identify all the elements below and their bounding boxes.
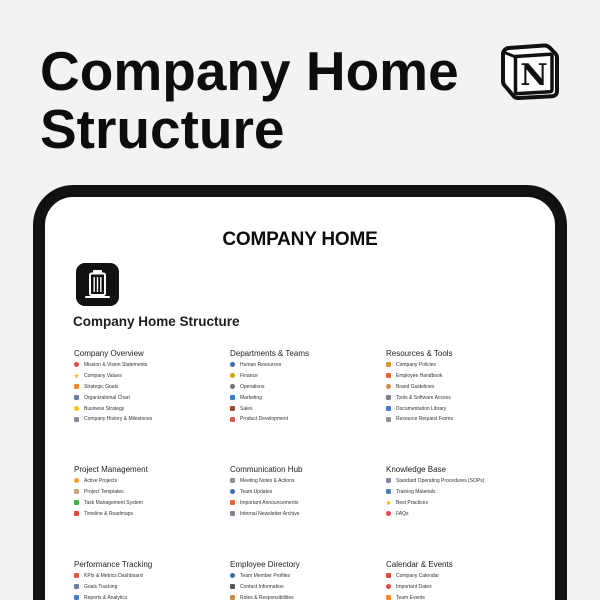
item-label: Product Development (240, 416, 289, 423)
list-item[interactable] (386, 592, 542, 600)
star-icon (74, 373, 79, 378)
newspaper-icon (230, 511, 235, 516)
target-icon (74, 362, 79, 367)
item-label: Organizational Chart (84, 394, 130, 401)
bar-chart-icon (74, 395, 79, 400)
list-item[interactable] (230, 392, 386, 403)
section-knowledge-base (386, 464, 542, 519)
section-performance-tracking (74, 559, 230, 600)
calendar-icon (74, 511, 79, 516)
section-company-overview (74, 348, 230, 425)
list-item[interactable] (230, 370, 386, 381)
hero-title-line-1: Company Home (40, 40, 459, 102)
section-calendar-events (386, 559, 542, 600)
list-item[interactable] (74, 581, 230, 592)
section-row (74, 348, 542, 425)
person-icon (230, 489, 235, 494)
list-item[interactable] (230, 381, 386, 392)
list-item[interactable] (74, 414, 230, 425)
item-label: KPIs & Metrics Dashboard (84, 572, 143, 579)
list-item[interactable] (74, 592, 230, 600)
item-label: Employee Handbook (396, 372, 443, 379)
list-item[interactable] (230, 592, 386, 600)
list-item[interactable] (74, 497, 230, 508)
page-title: Company Home Structure (73, 314, 240, 329)
list-item[interactable] (74, 360, 230, 371)
item-label: Finance (240, 372, 258, 379)
books-icon (386, 406, 391, 411)
item-label: Contact Information (240, 583, 284, 590)
check-icon (74, 500, 79, 505)
list-item[interactable] (230, 476, 386, 487)
list-item[interactable] (230, 486, 386, 497)
section-title: Project Management (74, 465, 148, 474)
item-label: Task Management System (84, 499, 143, 506)
section-title: Performance Tracking (74, 560, 153, 569)
item-label: Roles & Responsibilities (240, 594, 294, 600)
tag-icon (230, 595, 235, 600)
memo-icon (386, 417, 391, 422)
item-label: Important Dates (396, 583, 432, 590)
building-icon[interactable] (76, 263, 119, 306)
item-label: Company Calendar (396, 572, 440, 579)
item-label: Company Values (84, 372, 122, 379)
lightbulb-icon (74, 406, 79, 411)
item-label: Sales (240, 405, 253, 412)
list-item[interactable] (74, 370, 230, 381)
rocket-icon (74, 384, 79, 389)
wrench-icon (386, 395, 391, 400)
section-employee-directory (230, 559, 386, 600)
list-item[interactable] (386, 403, 542, 414)
item-label: Company History & Milestones (84, 416, 153, 423)
item-label: Mission & Vision Statements (84, 361, 148, 368)
party-icon (386, 595, 391, 600)
list-item[interactable] (74, 476, 230, 487)
bar-chart-icon (74, 595, 79, 600)
list-item[interactable] (230, 571, 386, 582)
question-icon (386, 511, 391, 516)
section-row (74, 559, 542, 600)
item-label: Timeline & Roadmaps (84, 510, 134, 517)
list-item[interactable] (74, 392, 230, 403)
megaphone-icon (230, 500, 235, 505)
item-label: Resource Request Forms (396, 416, 453, 423)
briefcase-icon (230, 406, 235, 411)
item-label: Project Templates (84, 488, 124, 495)
list-item[interactable] (74, 403, 230, 414)
book-icon (386, 489, 391, 494)
page-icon (74, 489, 79, 494)
gear-icon (230, 384, 235, 389)
item-label: Training Materials (396, 488, 436, 495)
item-label: Reports & Analytics (84, 594, 128, 600)
section-resources-tools (386, 348, 542, 425)
person-icon (230, 573, 235, 578)
page-banner-title: COMPANY HOME (222, 229, 378, 250)
list-item[interactable] (230, 403, 386, 414)
list-item[interactable] (386, 392, 542, 403)
megaphone-icon (230, 395, 235, 400)
item-label: Brand Guidelines (396, 383, 435, 390)
logo-letter: N (520, 58, 548, 93)
scroll-icon (74, 417, 79, 422)
list-item[interactable] (74, 508, 230, 519)
item-label: Strategic Goals (84, 383, 119, 390)
chart-up-icon (74, 573, 79, 578)
list-item[interactable] (386, 571, 542, 582)
list-item[interactable] (386, 476, 542, 487)
notion-logo-icon (499, 39, 561, 101)
fire-icon (74, 478, 79, 483)
section-communication-hub (230, 464, 386, 519)
hero-title (40, 42, 459, 158)
item-label: Internal Newsletter Archive (240, 510, 300, 517)
list-item[interactable] (386, 381, 542, 392)
notepad-icon (230, 478, 235, 483)
list-item[interactable] (74, 486, 230, 497)
list-item[interactable] (74, 571, 230, 582)
item-label: Team Updates (240, 488, 273, 495)
item-label: FAQs (396, 510, 409, 517)
list-item[interactable] (230, 508, 386, 519)
list-item[interactable] (230, 497, 386, 508)
rocket-icon (230, 417, 235, 422)
section-title: Departments & Teams (230, 349, 309, 358)
section-row (74, 464, 542, 519)
hero-title-line-2: Structure (40, 98, 285, 160)
item-label: Active Projects (84, 477, 118, 484)
clipboard-icon (386, 362, 391, 367)
list-item[interactable] (230, 581, 386, 592)
list-item[interactable] (230, 360, 386, 371)
list-item[interactable] (386, 486, 542, 497)
item-label: Tools & Software Access (396, 394, 451, 401)
list-item[interactable] (230, 414, 386, 425)
device-frame (33, 185, 567, 600)
item-label: Operations (240, 383, 265, 390)
item-label: Best Practices (396, 499, 428, 506)
section-title: Resources & Tools (386, 349, 453, 358)
item-label: Important Announcements (240, 499, 299, 506)
item-label: Human Resources (240, 361, 282, 368)
sparkles-icon (386, 500, 391, 505)
section-title: Communication Hub (230, 465, 303, 474)
palette-icon (386, 384, 391, 389)
calendar-icon (386, 573, 391, 578)
book-icon (386, 373, 391, 378)
list-item[interactable] (386, 370, 542, 381)
item-label: Standard Operating Procedures (SOPs) (396, 477, 485, 484)
item-label: Documentation Library (396, 405, 447, 412)
list-item[interactable] (386, 497, 542, 508)
section-departments-teams (230, 348, 386, 425)
item-label: Company Policies (396, 361, 437, 368)
list-item[interactable] (386, 360, 542, 371)
section-title: Company Overview (74, 349, 144, 358)
item-label: Business Strategy (84, 405, 125, 412)
item-label: Marketing (240, 394, 262, 401)
item-label: Goals Tracking (84, 583, 118, 590)
item-label: Team Events (396, 594, 425, 600)
list-item[interactable] (386, 414, 542, 425)
goal-icon (74, 584, 79, 589)
phone-icon (230, 584, 235, 589)
list-item[interactable] (386, 508, 542, 519)
people-icon (230, 362, 235, 367)
section-title: Employee Directory (230, 560, 300, 569)
item-label: Team Member Profiles (240, 572, 291, 579)
item-label: Meeting Notes & Actions (240, 477, 295, 484)
section-project-management (74, 464, 230, 519)
page-icon (386, 478, 391, 483)
list-item[interactable] (386, 581, 542, 592)
notion-page (45, 197, 555, 600)
list-item[interactable] (74, 381, 230, 392)
pin-icon (386, 584, 391, 589)
money-bag-icon (230, 373, 235, 378)
section-title: Calendar & Events (386, 560, 453, 569)
section-title: Knowledge Base (386, 465, 447, 474)
